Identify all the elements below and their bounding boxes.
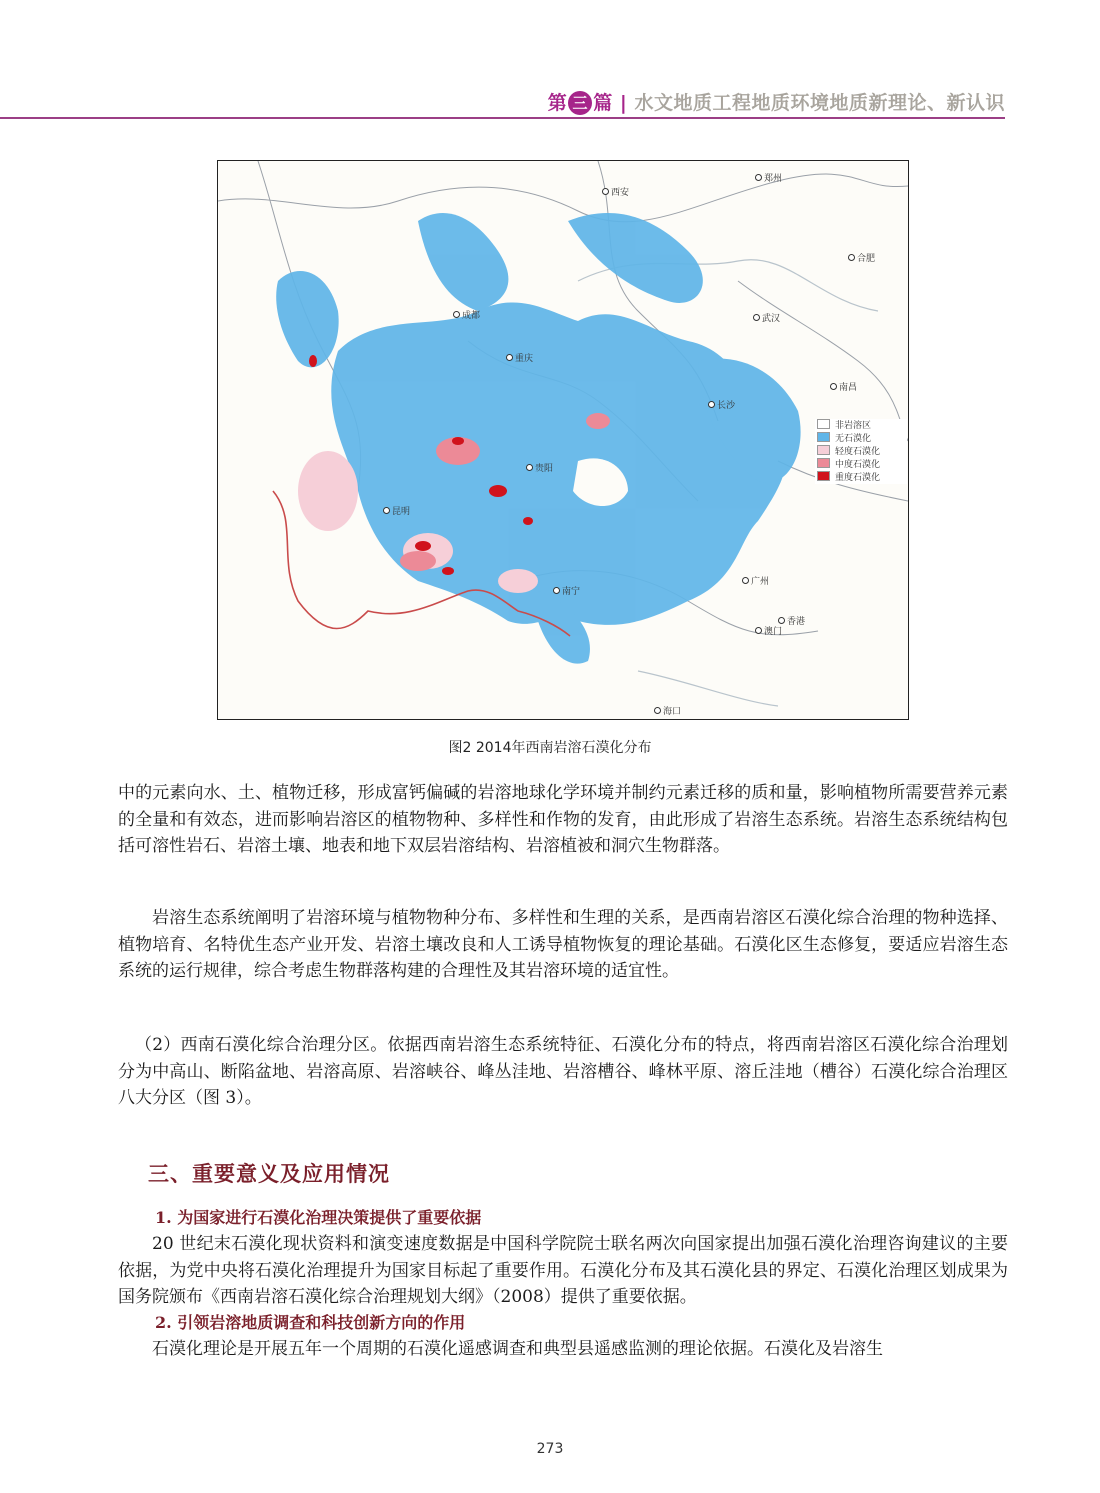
city-label-xian: 西安 (602, 185, 629, 198)
legend-item (815, 445, 907, 458)
legend-swatch (817, 445, 830, 455)
city-marker-icon (708, 401, 715, 408)
karst-region-northeast (568, 213, 703, 303)
header-separator: | (619, 92, 628, 114)
legend-label: 轻度石漠化 (835, 447, 881, 457)
province-border (218, 174, 908, 222)
legend-item (815, 419, 907, 432)
light-desertification-patch (498, 569, 538, 593)
karst-region-core (331, 302, 786, 624)
page-number: 273 (536, 1441, 564, 1457)
severe-desertification-patch (442, 567, 454, 575)
city-label-guangzhou: 广州 (742, 574, 769, 587)
city-marker-icon (848, 254, 855, 261)
subsection-heading: 1. 为国家进行石漠化治理决策提供了重要依据 (155, 1208, 482, 1227)
paragraph: 石漠化理论是开展五年一个周期的石漠化遥感调查和典型县遥感监测的理论依据。石漠化及岩溶生 (152, 1339, 883, 1359)
city-marker-icon (755, 627, 762, 634)
legend-swatch (817, 419, 830, 429)
severe-desertification-patch (452, 437, 464, 445)
city-marker-icon (506, 354, 513, 361)
karst-region-west (276, 271, 338, 367)
city-label-hefei: 合肥 (848, 251, 875, 264)
city-marker-icon (753, 314, 760, 321)
city-label-zhengzhou: 郑州 (755, 171, 782, 184)
legend-swatch (817, 458, 830, 468)
part-prefix: 第 (547, 92, 568, 114)
city-label-xianggang: 香港 (778, 614, 805, 627)
header-rule (0, 117, 1005, 119)
paragraph: 20 世纪末石漠化现状资料和演变速度数据是中国科学院院士联名两次向国家提出加强石漠化治理咨询建议的主要依据，为党中央将石漠化治理提升为国家目标起了重要作用。石漠化分布及其石漠化县的界定、石漠化治理区划成果为国务院颁布《西南岩溶石漠化综合治理规划大纲》（2008）提供了重要依据。 (118, 1234, 1008, 1308)
moderate-desertification-patch (586, 413, 610, 429)
light-desertification-patch (298, 451, 358, 531)
city-marker-icon (742, 577, 749, 584)
legend-item (815, 471, 907, 484)
city-marker-icon (755, 174, 762, 181)
city-marker-icon (654, 707, 661, 714)
legend-swatch (817, 432, 830, 442)
legend-label: 无石漠化 (835, 434, 872, 444)
legend-label: 中度石漠化 (835, 460, 881, 470)
city-label-nanchang: 南昌 (830, 380, 857, 393)
map-legend (815, 419, 907, 484)
legend-label: 重度石漠化 (835, 473, 881, 483)
section-heading: 三、重要意义及应用情况 (148, 1162, 390, 1186)
legend-item (815, 432, 907, 445)
part-suffix: 篇 (593, 92, 613, 114)
city-label-nanning: 南宁 (553, 584, 580, 597)
severe-desertification-patch (415, 541, 431, 551)
city-label-changsha: 长沙 (708, 398, 735, 411)
legend-swatch (817, 471, 830, 481)
river (638, 671, 778, 706)
legend-item (815, 458, 907, 471)
city-label-wuhan: 武汉 (753, 311, 780, 324)
header-title (548, 88, 1005, 115)
part-number-badge: 三 (568, 91, 592, 115)
city-marker-icon (553, 587, 560, 594)
city-label-aomen: 澳门 (755, 624, 782, 637)
city-label-chongqing: 重庆 (506, 351, 533, 364)
severe-desertification-patch (523, 517, 533, 525)
city-label-guiyang: 贵阳 (526, 461, 553, 474)
figure-caption: 图2 2014年西南岩溶石漠化分布 (448, 740, 652, 756)
paragraph: （2）西南石漠化综合治理分区。依据西南岩溶生态系统特征、石漠化分布的特点，将西南岩溶区石漠化综合治理划分为中高山、断陷盆地、岩溶高原、岩溶峡谷、峰丛洼地、岩溶槽谷、峰林平原、溶丘洼地（槽谷）石漠化综合治理区八大分区（图 3）。 (118, 1035, 1008, 1109)
city-marker-icon (778, 617, 785, 624)
karst-region-north (418, 213, 508, 311)
city-marker-icon (383, 507, 390, 514)
paragraph: 中的元素向水、土、植物迁移，形成富钙偏碱的岩溶地球化学环境并制约元素迁移的质和量，影响植物所需要营养元素的全量和有效态，进而影响岩溶区的植物物种、多样性和作物的发育，由此形成了岩溶生态系统。岩溶生态系统结构包括可溶性岩石、岩溶土壤、地表和地下双层岩溶结构、岩溶植被和洞穴生物群落。 (118, 783, 1008, 857)
severe-desertification-patch (489, 485, 507, 497)
karst-map-figure (217, 160, 909, 720)
city-label-haikou: 海口 (654, 704, 681, 717)
paragraph: 岩溶生态系统阐明了岩溶环境与植物物种分布、多样性和生理的关系，是西南岩溶区石漠化综合治理的物种选择、植物培育、名特优生态产业开发、岩溶土壤改良和人工诱导植物恢复的理论基础。石漠化区生态修复，要适应岩溶生态系统的运行规律，综合考虑生物群落构建的合理性及其岩溶环境的适宜性。 (118, 908, 1008, 982)
karst-map (218, 161, 908, 719)
city-marker-icon (453, 311, 460, 318)
city-marker-icon (602, 188, 609, 195)
header-chapter-title: 水文地质工程地质环境地质新理论、新认识 (634, 92, 1005, 114)
city-label-chengdu: 成都 (453, 308, 480, 321)
city-label-kunming: 昆明 (383, 504, 410, 517)
moderate-desertification-patch (400, 551, 436, 571)
legend-label: 非岩溶区 (835, 421, 872, 431)
subsection-heading: 2. 引领岩溶地质调查和科技创新方向的作用 (155, 1313, 466, 1332)
severe-desertification-patch (309, 355, 317, 367)
city-marker-icon (526, 464, 533, 471)
city-marker-icon (830, 383, 837, 390)
